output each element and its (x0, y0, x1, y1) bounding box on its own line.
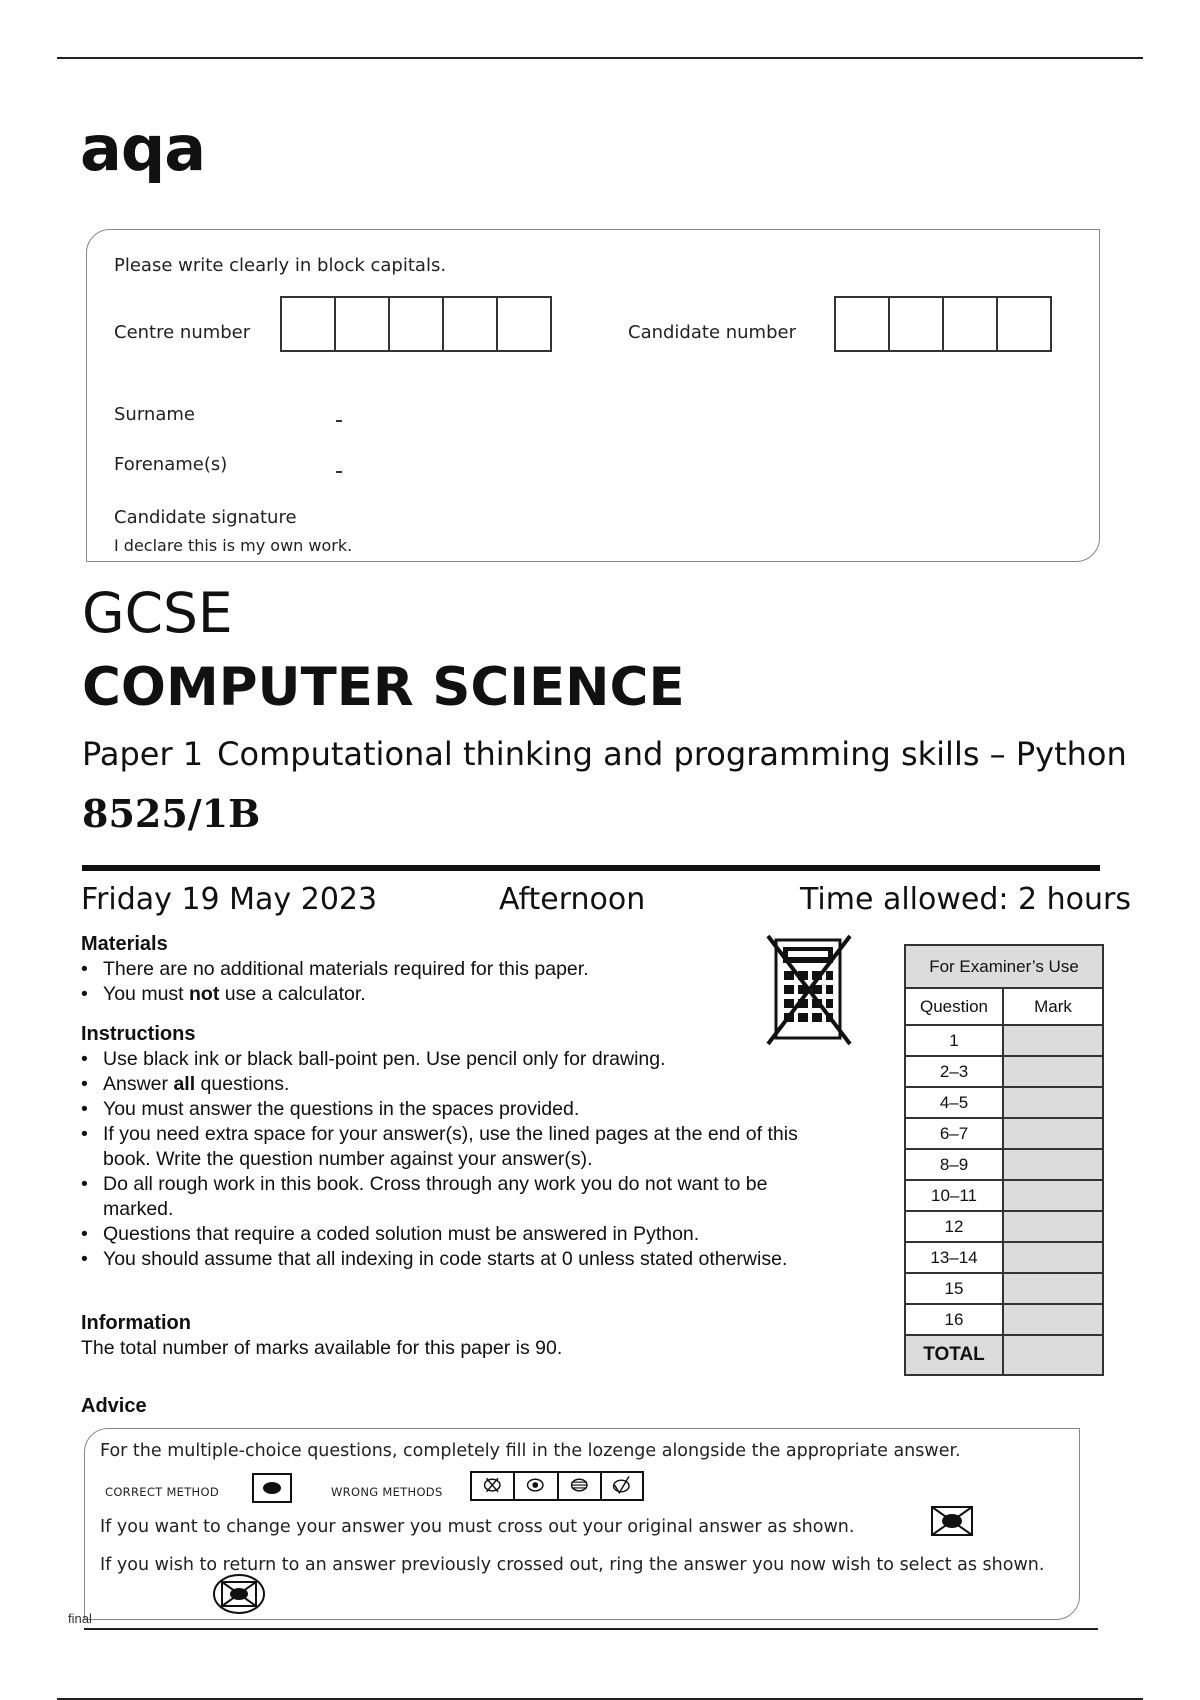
mark-cell (1003, 1118, 1103, 1149)
table-row: 12 (905, 1211, 1103, 1242)
correct-method-example (252, 1473, 292, 1503)
ringed-answer-icon (211, 1572, 267, 1616)
dotted-lozenge-icon (515, 1473, 558, 1499)
candidate-digit-box[interactable] (996, 296, 1052, 352)
candidate-number-field[interactable] (836, 296, 1052, 352)
block-capitals-instruction: Please write clearly in block capitals. (114, 255, 447, 276)
list-item: • Answer all questions. (81, 1072, 871, 1097)
mark-column-header: Mark (1003, 988, 1103, 1025)
wrong-methods-label: WRONG METHODS (331, 1485, 443, 1499)
list-item: • You must not use a calculator. (81, 982, 761, 1007)
candidate-digit-box[interactable] (942, 296, 998, 352)
table-row: 4–5 (905, 1087, 1103, 1118)
title-rule (82, 865, 1100, 871)
table-row: 15 (905, 1273, 1103, 1304)
candidate-digit-box[interactable] (834, 296, 890, 352)
list-item: • Do all rough work in this book. Cross through any work you do not want to be marked. (81, 1172, 813, 1222)
centre-digit-box[interactable] (334, 296, 390, 352)
exam-date: Friday 19 May 2023 (81, 882, 378, 917)
list-item: • If you need extra space for your answer(s), use the lined pages at the end of this book. Write the question number against your answer(s). (81, 1122, 818, 1172)
table-row: 1 (905, 1025, 1103, 1056)
paper-code: 8525/1B (82, 791, 261, 836)
surname-label: Surname (114, 404, 195, 425)
table-row: 13–14 (905, 1242, 1103, 1273)
paper-name: Computational thinking and programming skills – Python (217, 735, 1127, 773)
table-row: 6–7 (905, 1118, 1103, 1149)
crossed-out-answer-icon (928, 1503, 976, 1539)
footer-rule (84, 1628, 1098, 1630)
filled-lozenge-icon (254, 1475, 290, 1501)
exam-session: Afternoon (499, 882, 646, 917)
candidate-digit-box[interactable] (888, 296, 944, 352)
examiner-table-title: For Examiner’s Use (905, 945, 1103, 988)
materials-list (81, 957, 761, 1007)
mark-cell (1003, 1056, 1103, 1087)
surname-field[interactable] (336, 420, 342, 422)
forename-field[interactable] (336, 471, 342, 473)
table-row: 2–3 (905, 1056, 1103, 1087)
no-calculator-icon (766, 934, 852, 1046)
centre-digit-box[interactable] (442, 296, 498, 352)
declaration-text: I declare this is my own work. (114, 536, 353, 555)
centre-number-field[interactable] (282, 296, 552, 352)
advice-heading: Advice (81, 1395, 147, 1417)
aqa-logo: aqa (80, 112, 206, 185)
mark-cell (1003, 1304, 1103, 1335)
centre-digit-box[interactable] (388, 296, 444, 352)
advice-line-2: If you want to change your answer you must cross out your original answer as shown. (100, 1517, 855, 1537)
mark-cell (1003, 1087, 1103, 1118)
footer-tag: final (68, 1611, 92, 1626)
advice-line-1: For the multiple-choice questions, completely fill in the lozenge alongside the appropriate answer. (100, 1441, 961, 1461)
wrong-methods-examples (470, 1471, 644, 1501)
table-row: 10–11 (905, 1180, 1103, 1211)
instructions-heading: Instructions (81, 1023, 196, 1045)
list-item: • You should assume that all indexing in code starts at 0 unless stated otherwise. (81, 1247, 871, 1272)
candidate-number-label: Candidate number (628, 322, 796, 343)
list-item: • Use black ink or black ball-point pen. Use pencil only for drawing. (81, 1047, 871, 1072)
correct-method-label: CORRECT METHOD (105, 1485, 220, 1499)
centre-digit-box[interactable] (280, 296, 336, 352)
mark-cell (1003, 1180, 1103, 1211)
mark-cell (1003, 1149, 1103, 1180)
forename-label: Forename(s) (114, 454, 228, 475)
list-item: • You must answer the questions in the spaces provided. (81, 1097, 871, 1122)
ticked-lozenge-icon (602, 1473, 642, 1499)
mark-cell (1003, 1273, 1103, 1304)
qualification-level: GCSE (82, 581, 233, 645)
paper-number: Paper 1 (82, 735, 204, 773)
total-label: TOTAL (905, 1335, 1003, 1375)
scribbled-lozenge-icon (559, 1473, 602, 1499)
list-item: • Questions that require a coded solution must be answered in Python. (81, 1222, 871, 1247)
examiner-use-table (904, 944, 1104, 1376)
information-text: The total number of marks available for this paper is 90. (81, 1337, 563, 1359)
table-row: 16 (905, 1304, 1103, 1335)
subject-title: COMPUTER SCIENCE (82, 657, 685, 718)
centre-number-label: Centre number (114, 322, 251, 343)
question-column-header: Question (905, 988, 1003, 1025)
mark-cell (1003, 1025, 1103, 1056)
instructions-list (81, 1047, 871, 1272)
materials-heading: Materials (81, 933, 168, 955)
table-row: 8–9 (905, 1149, 1103, 1180)
advice-line-3: If you wish to return to an answer previously crossed out, ring the answer you now wish to select as shown. (100, 1555, 1045, 1575)
centre-digit-box[interactable] (496, 296, 552, 352)
list-item: • There are no additional materials required for this paper. (81, 957, 761, 982)
total-mark-cell (1003, 1335, 1103, 1375)
mark-cell (1003, 1211, 1103, 1242)
information-heading: Information (81, 1312, 191, 1334)
time-allowed: Time allowed: 2 hours (800, 882, 1132, 917)
paper-title (82, 735, 1141, 773)
table-row (905, 1335, 1103, 1375)
mark-cell (1003, 1242, 1103, 1273)
crossed-lozenge-icon (472, 1473, 515, 1499)
signature-label: Candidate signature (114, 507, 297, 528)
top-rule (57, 57, 1143, 59)
